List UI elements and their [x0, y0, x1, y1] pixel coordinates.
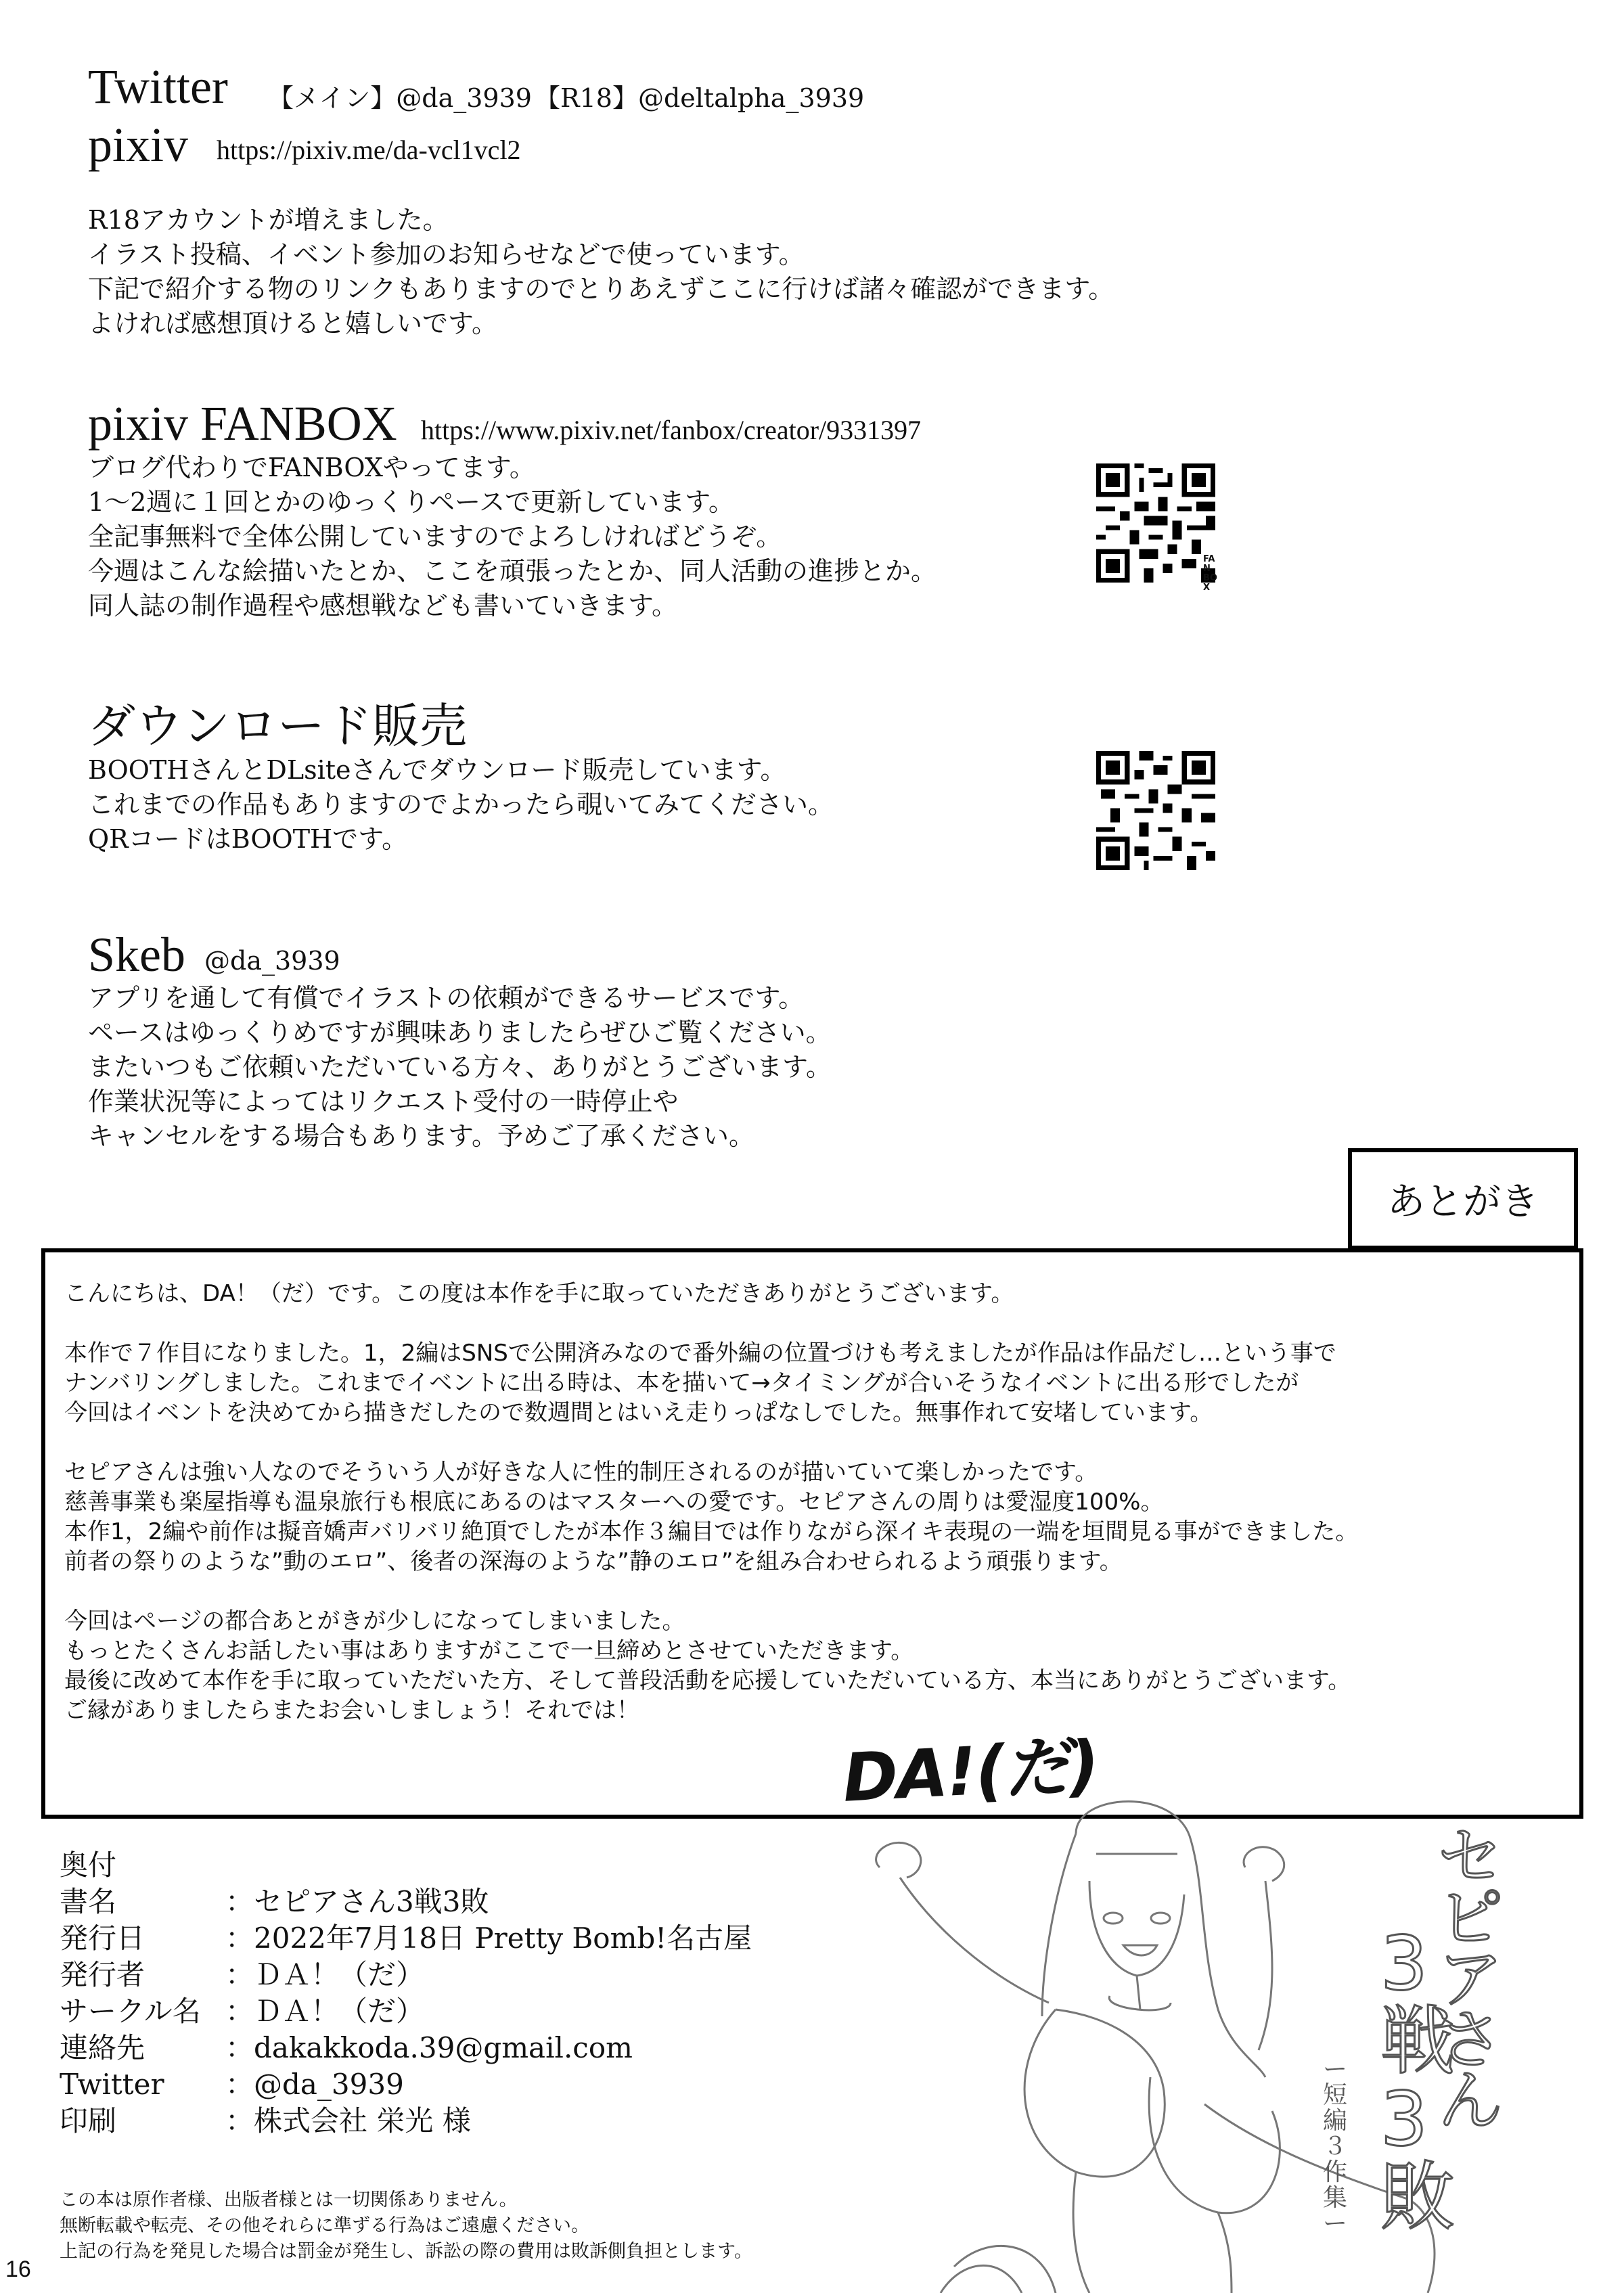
atogaki-line: 本作1，2編や前作は擬音嬌声バリバリ絶頂でしたが本作３編目では作りながら深イキ表現の一端を垣間見る事ができました。	[64, 1518, 1359, 1545]
atogaki-line: 最後に改めて本作を手に取っていただいた方、そして普段活動を応援していただいている方、本当にありがとうございます。	[64, 1667, 1351, 1694]
fanbox-line: 1～2週に１回とかのゆっくりペースで更新しています。	[88, 487, 735, 517]
colophon-row	[60, 1957, 752, 1993]
twitter-main-handle[interactable]: 【メイン】@da_3939	[268, 83, 532, 113]
pixiv-description	[88, 203, 1114, 341]
fanbox-line: 今週はこんな絵描いたとか、ここを頑張ったとか、同人活動の進捗とか。	[88, 556, 937, 586]
skeb-line: ペースはゆっくりめですが興味ありましたらぜひご覧ください。	[88, 1018, 832, 1047]
pixiv-url[interactable]: https://pixiv.me/da-vcl1vcl2	[217, 135, 521, 165]
atogaki-line: ご縁がありましたらまたお会いしましょう！それでは！	[64, 1697, 639, 1724]
download-line: これまでの作品もありますのでよかったら覗いてみてください。	[88, 790, 834, 819]
colophon-row	[60, 1920, 752, 1957]
colophon-key: 印刷	[60, 2104, 117, 2137]
colophon-row	[60, 1993, 752, 2030]
atogaki-line: 前者の祭りのような”動のエロ”、後者の深海のような”静のエロ”を組み合わせられるよう頑張ります。	[64, 1548, 1123, 1575]
logo-title-line2: 3戦3敗	[1380, 1920, 1455, 2240]
atogaki-line: 本作で７作目になりました。1，2編はSNSで公開済みなので番外編の位置づけも考えましたが作品は作品だし…という事で	[64, 1340, 1336, 1367]
atogaki-line: セピアさんは強い人なのでそういう人が好きな人に性的制圧されるのが描いていて楽しかったです。	[64, 1459, 1098, 1486]
fanbox-line: ブログ代わりでFANBOXやってます。	[88, 453, 535, 482]
skeb-line: またいつもご依頼いただいている方々、ありがとうございます。	[88, 1052, 832, 1082]
pixiv-line: イラスト投稿、イベント参加のお知らせなどで使っています。	[88, 240, 805, 269]
fanbox-line: 全記事無料で全体公開していますのでよろしければどうぞ。	[88, 522, 782, 551]
colophon-twitter[interactable]: ：@da_3939	[225, 2068, 404, 2101]
skeb-line: アプリを通して有償でイラストの依頼ができるサービスです。	[88, 983, 805, 1013]
colophon-key: Twitter	[60, 2068, 164, 2101]
colophon-value: ：セピアさん3戦3敗	[225, 1885, 489, 1918]
colophon-row	[60, 2030, 752, 2066]
colophon-value: ：ＤＡ！（だ）	[225, 1958, 425, 1991]
colophon-row	[60, 2066, 752, 2103]
twitter-r18-handle[interactable]: 【R18】@deltalpha_3939	[535, 83, 865, 113]
skeb-handle[interactable]: @da_3939	[204, 946, 340, 976]
colophon-key: 発行日	[60, 1922, 145, 1955]
download-line: QRコードはBOOTHです。	[88, 824, 408, 854]
download-description	[88, 753, 834, 857]
colophon-key: 連絡先	[60, 2031, 145, 2064]
disclaimer-line: 無断転載や転売、その他それらに準ずる行為はご遠慮ください。	[60, 2215, 589, 2236]
colophon-row	[60, 2103, 752, 2139]
atogaki-line: もっとたくさんお話したい事はありますがここで一旦締めとさせていただきます。	[64, 1637, 914, 1664]
colophon-key: 書名	[60, 1885, 117, 1918]
disclaimer	[60, 2187, 752, 2265]
atogaki-line: 今回はイベントを決めてから描きだしたので数週間とはいえ走りっぱなしでした。無事作れて安堵しています。	[64, 1399, 1213, 1426]
skeb-line: キャンセルをする場合もあります。予めご了承ください。	[88, 1121, 754, 1151]
booth-qr-code[interactable]	[1096, 751, 1215, 870]
colophon-row	[60, 1884, 752, 1920]
skeb-description	[88, 981, 832, 1154]
signature: DA!(だ)	[840, 1727, 1100, 1817]
atogaki-line: こんにちは、DA！（だ）です。この度は本作を手に取っていただきありがとうございます。	[64, 1280, 1014, 1307]
download-line: BOOTHさんとDLsiteさんでダウンロード販売しています。	[88, 755, 786, 785]
colophon-value: ：株式会社 栄光 様	[225, 2104, 471, 2137]
page-number: 16	[5, 2256, 31, 2282]
fanbox-qr-caption: FAN BOX	[1203, 554, 1217, 593]
pixiv-line: よければ感想頂けると嬉しいです。	[88, 309, 497, 338]
colophon-value: ：ＤＡ！（だ）	[225, 1995, 425, 2028]
atogaki-title: あとがき	[1348, 1148, 1578, 1250]
skeb-label: Skeb	[88, 928, 185, 982]
character-illustration	[853, 1793, 1462, 2293]
fanbox-url[interactable]: https://www.pixiv.net/fanbox/creator/9331397	[421, 415, 922, 445]
colophon	[60, 1884, 752, 2139]
fanbox-qr-code[interactable]	[1096, 463, 1215, 583]
disclaimer-line: この本は原作者様、出版者様とは一切関係ありません。	[60, 2189, 518, 2210]
pixiv-line: R18アカウントが増えました。	[88, 205, 449, 235]
download-heading: ダウンロード販売	[88, 698, 467, 754]
atogaki-text	[64, 1279, 1358, 1725]
disclaimer-line: 上記の行為を発見した場合は罰金が発生し、訴訟の際の費用は敗訴側負担とします。	[60, 2241, 752, 2262]
fanbox-line: 同人誌の制作過程や感想戦なども書いていきます。	[88, 591, 677, 620]
colophon-key: サークル名	[60, 1995, 201, 2028]
colophon-email[interactable]: ：dakakkoda.39@gmail.com	[225, 2031, 633, 2064]
colophon-key: 発行者	[60, 1958, 145, 1991]
fanbox-label: pixiv FANBOX	[88, 396, 397, 451]
colophon-title: 奥付	[60, 1848, 117, 1882]
pixiv-label: pixiv	[88, 118, 189, 172]
logo-title-line1: セピアさん	[1438, 1819, 1503, 2139]
atogaki-line: ナンバリングしました。これまでイベントに出る時は、本を描いて→タイミングが合いそうなイベントに出る形でしたが	[64, 1369, 1299, 1397]
colophon-value: ：2022年7月18日 Pretty Bomb!名古屋	[225, 1922, 752, 1955]
twitter-label: Twitter	[88, 60, 228, 114]
pixiv-line: 下記で紹介する物のリンクもありますのでとりあえずここに行けば諸々確認ができます。	[88, 274, 1114, 304]
logo-subtitle: ー短編３作集ー	[1323, 2056, 1348, 2238]
atogaki-line: 今回はページの都合あとがきが少しになってしまいました。	[64, 1608, 685, 1635]
skeb-line: 作業状況等によってはリクエスト受付の一時停止や	[88, 1087, 679, 1116]
fanbox-description	[88, 451, 937, 623]
atogaki-line: 慈善事業も楽屋指導も温泉旅行も根底にあるのはマスターへの愛です。セピアさんの周りは愛湿度100%。	[64, 1489, 1164, 1516]
